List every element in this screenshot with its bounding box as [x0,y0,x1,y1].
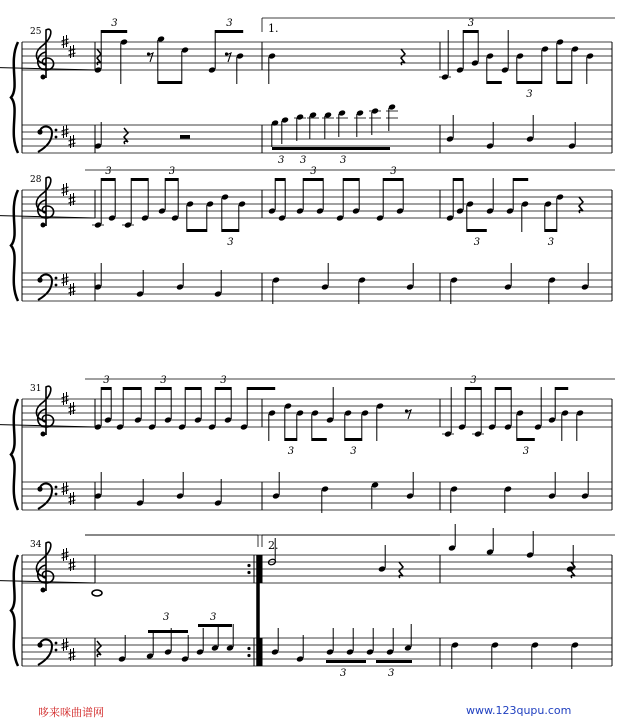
quarter-rest-icon [97,641,101,657]
beam [131,178,148,181]
measure-number: 28 [30,175,42,185]
eighth-rest-icon [405,409,411,419]
beam [517,81,542,84]
beam [101,387,111,390]
beam [101,30,127,33]
beam [158,81,182,84]
triplet-mark: 3 [220,375,227,386]
sharp-icon [62,35,69,48]
triplet-mark: 3 [160,375,167,386]
quarter-rest-icon [97,49,101,65]
bass-notes [94,103,576,166]
repeat-dot [247,564,250,567]
beam [187,229,207,232]
beam [155,387,171,390]
beam [557,81,572,84]
repeat-dot [247,647,250,650]
system-1 [0,18,615,166]
triplet-mark: 3 [168,166,176,177]
triplet-mark: 3 [163,612,170,623]
quarter-rest-icon [399,562,403,578]
rests [579,197,583,213]
beam [148,630,188,633]
beam [383,178,403,181]
quarter-rest-icon [579,197,583,213]
triplet-mark: 3 [340,155,347,166]
triplet-mark: 3 [287,446,295,457]
quarter-rest-icon [571,562,575,578]
quarter-rest-icon [124,128,128,144]
triplet-mark: 3 [210,612,217,623]
beam [185,387,201,390]
beam [222,229,239,232]
triplet-mark: 3 [310,166,317,177]
beam [463,30,478,33]
triplet-mark: 3 [388,668,395,679]
beam [215,387,231,390]
beam [513,178,528,181]
beam [123,387,141,390]
sharp-icon [62,638,69,651]
system-2 [0,166,615,304]
half-rest-icon [180,135,190,139]
quarter-rest-icon [401,49,405,65]
beam [101,178,115,181]
beam [247,387,275,390]
triplet-mark: 3 [522,446,530,457]
rests [405,409,411,419]
beam [165,178,178,181]
treble-staff [22,42,612,70]
beam [345,438,362,441]
triplet-mark: 3 [473,237,481,248]
triplet-mark: 3 [227,237,234,248]
treble-notes [94,375,584,457]
repeat-dot [247,571,250,574]
sharp-icon [62,273,69,286]
brace [11,190,18,301]
bass-staff [22,638,612,666]
triplet-mark: 3 [278,155,285,166]
beam [285,438,297,441]
bass-notes [118,612,579,679]
sharp-icon [62,392,69,405]
brace [11,399,18,510]
beam [467,229,487,232]
treble-staff [22,555,612,583]
triplet-mark: 3 [526,89,533,100]
beam [272,147,390,150]
beam [487,81,502,84]
bass-notes [94,472,589,513]
beam [312,438,327,441]
sharp-icon [62,183,69,196]
beam [465,387,481,390]
beam [275,178,285,181]
sharp-icon [62,548,69,561]
measure-number: 31 [30,384,42,394]
volta-label: 1. [268,22,279,35]
triplet-mark: 3 [340,668,347,679]
triplet-mark: 3 [470,375,477,386]
brace [11,555,18,666]
measure-number: 34 [30,540,42,550]
measure-number: 25 [30,27,42,37]
beam [198,624,232,627]
triplet-mark: 3 [390,166,397,177]
bass-staff [22,482,612,510]
site-logo-text: 哆来咪曲谱网 [38,706,104,719]
system-3 [0,375,615,513]
triplet-mark: 3 [111,18,118,29]
beam [326,660,366,663]
triplet-mark: 3 [105,166,112,177]
eighth-rest-icon [225,52,231,62]
triplet-mark: 3 [467,18,475,29]
brace [11,42,18,153]
beam [215,30,243,33]
bass-staff [22,273,612,301]
beam [453,178,463,181]
beam [343,178,359,181]
beam [545,229,557,232]
treble-notes [94,18,594,100]
beam [376,660,412,663]
treble-notes [92,166,564,248]
triplet-mark: 3 [103,375,110,386]
beam [555,387,568,390]
whole-note [92,590,102,596]
bass-notes [94,263,589,304]
sharp-icon [62,125,69,138]
triplet-mark: 3 [226,18,233,29]
sharp-icon [62,482,69,495]
volta-label: 2. [268,539,279,552]
beam [495,387,511,390]
system-4 [0,524,615,679]
repeat-dot [247,654,250,657]
beam [303,178,323,181]
site-url: www.123qupu.com [466,704,572,717]
triplet-mark: 3 [350,446,357,457]
eighth-rest-icon [147,52,153,62]
beam [517,438,535,441]
triplet-mark: 3 [547,237,555,248]
triplet-mark: 3 [300,155,307,166]
